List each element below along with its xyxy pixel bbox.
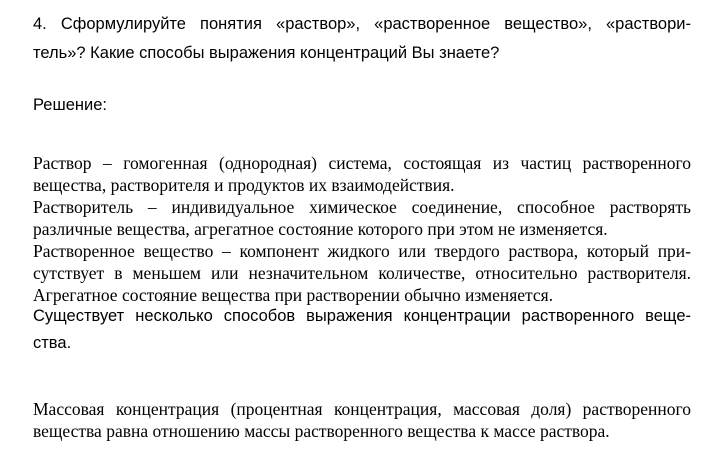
solvent-definition-line-2: различные вещества, агрегатное состояние которого при этом не изменяется.	[33, 219, 608, 239]
solution-heading: Решение:	[33, 96, 107, 114]
methods-line-2: ства.	[33, 334, 72, 352]
solvent-definition-line-1: Растворитель – индивидуальное химическое соединение, способное растворять	[33, 197, 691, 217]
mass-concentration-line-1: Массовая концентрация (процентная концентрация, массовая доля) растворенного	[33, 399, 691, 419]
question-line-2: тель»? Какие способы выражения концентраций Вы знаете?	[33, 44, 500, 62]
mass-concentration-line-2: вещества равна отношению массы растворенного вещества к массе раствора.	[33, 421, 610, 441]
methods-line-1: Существует несколько способов выражения концентрации растворенного веще-	[33, 307, 691, 325]
solute-definition-line-2: сутствует в меньшем или незначительном количестве, относительно растворителя.	[33, 263, 691, 283]
solution-definition-line-2: вещества, растворителя и продуктов их взаимодействия.	[33, 175, 455, 195]
solute-definition-line-3: Агрегатное состояние вещества при растворении обычно изменяется.	[33, 285, 554, 305]
question-line-1: 4. Сформулируйте понятия «раствор», «растворенное вещество», «раствори-	[33, 15, 691, 33]
solute-definition-line-1: Растворенное вещество – компонент жидкого или твердого раствора, который при-	[33, 241, 691, 261]
solution-definition-line-1: Раствор – гомогенная (однородная) система, состоящая из частиц растворенного	[33, 153, 691, 173]
